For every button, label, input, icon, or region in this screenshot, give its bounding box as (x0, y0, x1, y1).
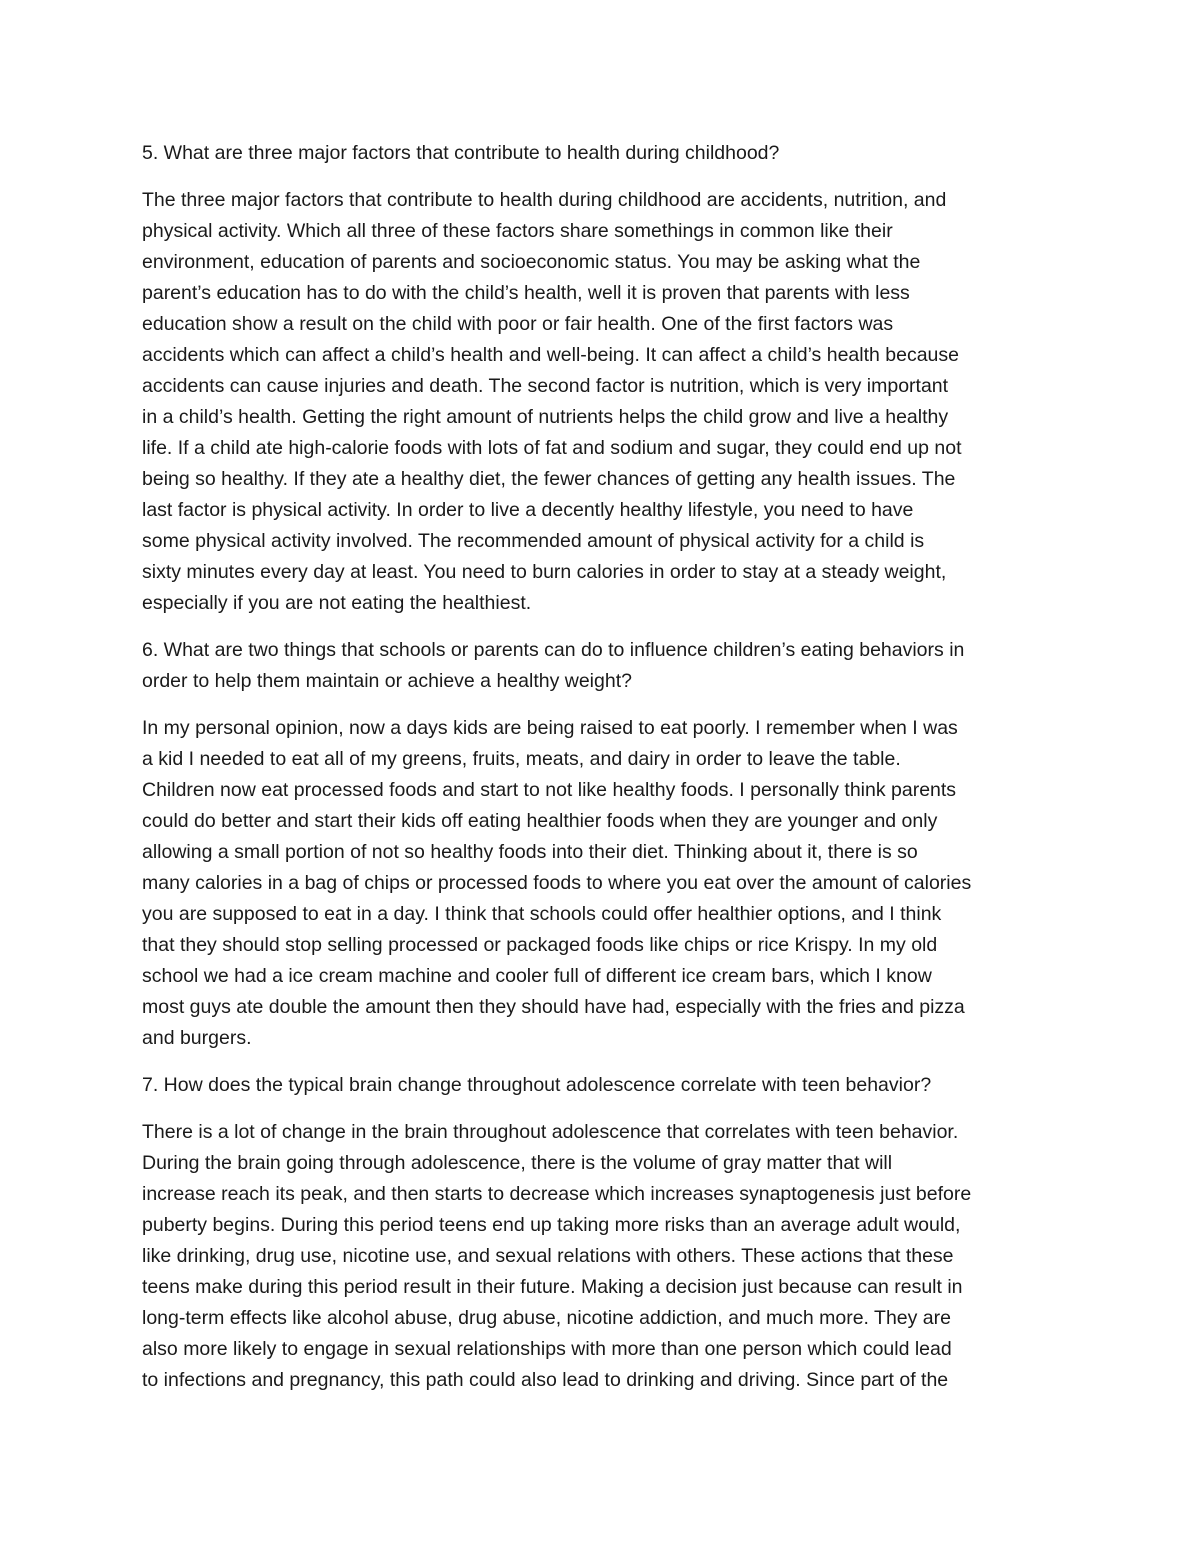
answer-line: many calories in a bag of chips or processed foods to where you eat over the amount of calories (142, 872, 972, 894)
answer-5 (142, 185, 1062, 619)
answer-6 (142, 713, 1062, 1054)
answer-line: Children now eat processed foods and start to not like healthy foods. I personally think parents (142, 779, 957, 801)
answer-line: In my personal opinion, now a days kids are being raised to eat poorly. I remember when I was (142, 717, 958, 739)
paragraph-gap (142, 697, 1062, 713)
paragraph-gap (142, 619, 1062, 635)
answer-line: sixty minutes every day at least. You need to burn calories in order to stay at a steady weight, (142, 561, 947, 583)
answer-line: During the brain going through adolescence, there is the volume of gray matter that will (142, 1152, 893, 1174)
question-line: 5. What are three major factors that contribute to health during childhood? (142, 142, 780, 164)
answer-line: increase reach its peak, and then starts to decrease which increases synaptogenesis just before (142, 1183, 972, 1205)
answer-line: teens make during this period result in their future. Making a decision just because can result in (142, 1276, 963, 1298)
paragraph-gap (142, 1101, 1062, 1117)
answer-line: puberty begins. During this period teens end up taking more risks than an average adult would, (142, 1214, 961, 1236)
answer-line: parent’s education has to do with the child’s health, well it is proven that parents with less (142, 282, 910, 304)
answer-line: like drinking, drug use, nicotine use, and sexual relations with others. These actions that these (142, 1245, 954, 1267)
answer-7 (142, 1117, 1062, 1396)
answer-line: in a child’s health. Getting the right amount of nutrients helps the child grow and live a healthy (142, 406, 949, 428)
paragraph-gap (142, 169, 1062, 185)
answer-line: to infections and pregnancy, this path could also lead to drinking and driving. Since part of the (142, 1369, 949, 1391)
answer-line: The three major factors that contribute to health during childhood are accidents, nutrition, and (142, 189, 947, 211)
answer-line: and burgers. (142, 1027, 252, 1049)
answer-line: being so healthy. If they ate a healthy diet, the fewer chances of getting any health issues. The (142, 468, 956, 490)
answer-line: accidents can cause injuries and death. The second factor is nutrition, which is very important (142, 375, 949, 397)
answer-line: could do better and start their kids off eating healthier foods when they are younger and only (142, 810, 938, 832)
question-line: 7. How does the typical brain change throughout adolescence correlate with teen behavior? (142, 1074, 932, 1096)
question-6 (142, 635, 1062, 697)
question-line: order to help them maintain or achieve a healthy weight? (142, 670, 632, 692)
document-body (142, 138, 1062, 1396)
answer-line: that they should stop selling processed or packaged foods like chips or rice Krispy. In my old (142, 934, 938, 956)
answer-line: especially if you are not eating the healthiest. (142, 592, 532, 614)
paragraph-gap (142, 1054, 1062, 1070)
answer-line: physical activity. Which all three of these factors share somethings in common like their (142, 220, 893, 242)
answer-line: you are supposed to eat in a day. I think that schools could offer healthier options, and I think (142, 903, 942, 925)
answer-line: last factor is physical activity. In order to live a decently healthy lifestyle, you need to have (142, 499, 914, 521)
answer-line: some physical activity involved. The recommended amount of physical activity for a child is (142, 530, 925, 552)
answer-line: also more likely to engage in sexual relationships with more than one person which could lead (142, 1338, 952, 1360)
answer-line: allowing a small portion of not so healthy foods into their diet. Thinking about it, there is so (142, 841, 918, 863)
answer-line: environment, education of parents and socioeconomic status. You may be asking what the (142, 251, 921, 273)
answer-line: long-term effects like alcohol abuse, drug abuse, nicotine addiction, and much more. They are (142, 1307, 951, 1329)
answer-line: life. If a child ate high-calorie foods with lots of fat and sodium and sugar, they could end up not (142, 437, 962, 459)
answer-line: education show a result on the child with poor or fair health. One of the first factors was (142, 313, 894, 335)
answer-line: accidents which can affect a child’s health and well-being. It can affect a child’s health because (142, 344, 959, 366)
answer-line: most guys ate double the amount then they should have had, especially with the fries and pizza (142, 996, 965, 1018)
question-5 (142, 138, 1062, 169)
question-7 (142, 1070, 1062, 1101)
answer-line: a kid I needed to eat all of my greens, fruits, meats, and dairy in order to leave the table. (142, 748, 901, 770)
answer-line: school we had a ice cream machine and cooler full of different ice cream bars, which I know (142, 965, 932, 987)
answer-line: There is a lot of change in the brain throughout adolescence that correlates with teen behavior. (142, 1121, 959, 1143)
question-line: 6. What are two things that schools or parents can do to influence children’s eating behaviors in (142, 639, 965, 661)
